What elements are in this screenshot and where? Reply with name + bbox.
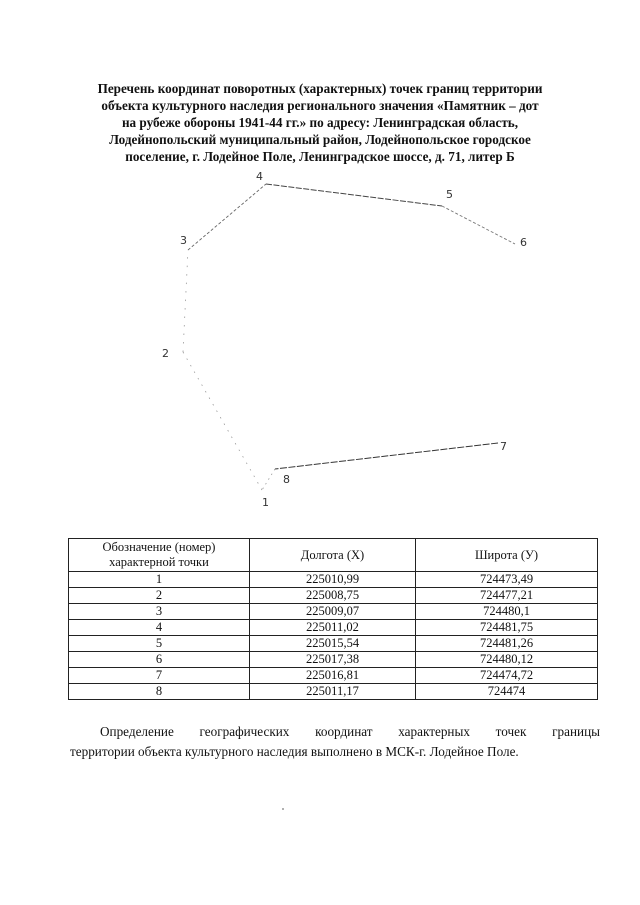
point-label-5: 5	[446, 188, 453, 201]
point-label-7: 7	[500, 440, 507, 453]
latitude: 724474	[416, 684, 598, 700]
latitude: 724473,49	[416, 572, 598, 588]
latitude: 724480,1	[416, 604, 598, 620]
longitude: 225008,75	[250, 588, 416, 604]
boundary-segment-5-6	[442, 206, 515, 244]
longitude: 225016,81	[250, 668, 416, 684]
note-word: границы	[552, 724, 600, 739]
point-label-6: 6	[520, 236, 527, 249]
table-row	[69, 572, 598, 588]
header-latitude: Широта (У)	[416, 539, 598, 572]
title-line: поселение, г. Лодейное Поле, Ленинградское шоссе, д. 71, литер Б	[125, 149, 515, 164]
latitude: 724477,21	[416, 588, 598, 604]
note-word: географических	[199, 724, 290, 739]
note-word: координат	[315, 724, 373, 739]
boundary-segment-3-4	[188, 184, 266, 250]
note-word: характерных	[398, 724, 470, 739]
table-row	[69, 620, 598, 636]
title-line: Перечень координат поворотных (характерных) точек границ территории	[97, 81, 543, 96]
longitude: 225010,99	[250, 572, 416, 588]
point-number: 6	[69, 652, 250, 668]
note-line-1	[70, 722, 600, 742]
document-title	[60, 80, 580, 165]
boundary-segment-7-8	[275, 443, 498, 469]
point-label-1: 1	[262, 496, 269, 509]
table-row	[69, 636, 598, 652]
point-label-3: 3	[180, 234, 187, 247]
point-label-8: 8	[283, 473, 290, 486]
point-number: 5	[69, 636, 250, 652]
latitude: 724474,72	[416, 668, 598, 684]
point-number: 7	[69, 668, 250, 684]
boundary-segment-8-1	[262, 469, 275, 490]
longitude: 225011,02	[250, 620, 416, 636]
table-row	[69, 684, 598, 700]
scan-speck	[282, 808, 284, 810]
latitude: 724481,26	[416, 636, 598, 652]
boundary-segment-1-2	[183, 352, 262, 490]
title-line: Лодейнопольский муниципальный район, Лодейнопольское городское	[109, 132, 531, 147]
table-header-row	[69, 539, 598, 572]
point-number: 4	[69, 620, 250, 636]
point-label-2: 2	[162, 347, 169, 360]
boundary-segment-2-3	[183, 250, 188, 352]
header-point-number: Обозначение (номер) характерной точки	[69, 539, 250, 572]
point-number: 8	[69, 684, 250, 700]
boundary-scheme	[0, 160, 640, 520]
latitude: 724480,12	[416, 652, 598, 668]
coordinate-system-note	[70, 722, 600, 762]
note-word: точек	[495, 724, 527, 739]
title-line: объекта культурного наследия регионального значения «Памятник – дот	[101, 98, 539, 113]
coordinates-table	[68, 538, 598, 700]
latitude: 724481,75	[416, 620, 598, 636]
longitude: 225015,54	[250, 636, 416, 652]
boundary-segment-4-5	[266, 184, 442, 206]
longitude: 225011,17	[250, 684, 416, 700]
point-number: 3	[69, 604, 250, 620]
table-row	[69, 604, 598, 620]
longitude: 225009,07	[250, 604, 416, 620]
table-row	[69, 668, 598, 684]
title-line: на рубеже обороны 1941-44 гг.» по адресу: Ленинградская область,	[121, 115, 519, 130]
note-line-2: территории объекта культурного наследия выполнено в МСК-г. Лодейное Поле.	[70, 744, 519, 759]
table-row	[69, 652, 598, 668]
point-number: 1	[69, 572, 250, 588]
point-label-4: 4	[256, 170, 263, 183]
point-number: 2	[69, 588, 250, 604]
note-word: Определение	[100, 724, 174, 739]
longitude: 225017,38	[250, 652, 416, 668]
header-longitude: Долгота (X)	[250, 539, 416, 572]
table-row	[69, 588, 598, 604]
